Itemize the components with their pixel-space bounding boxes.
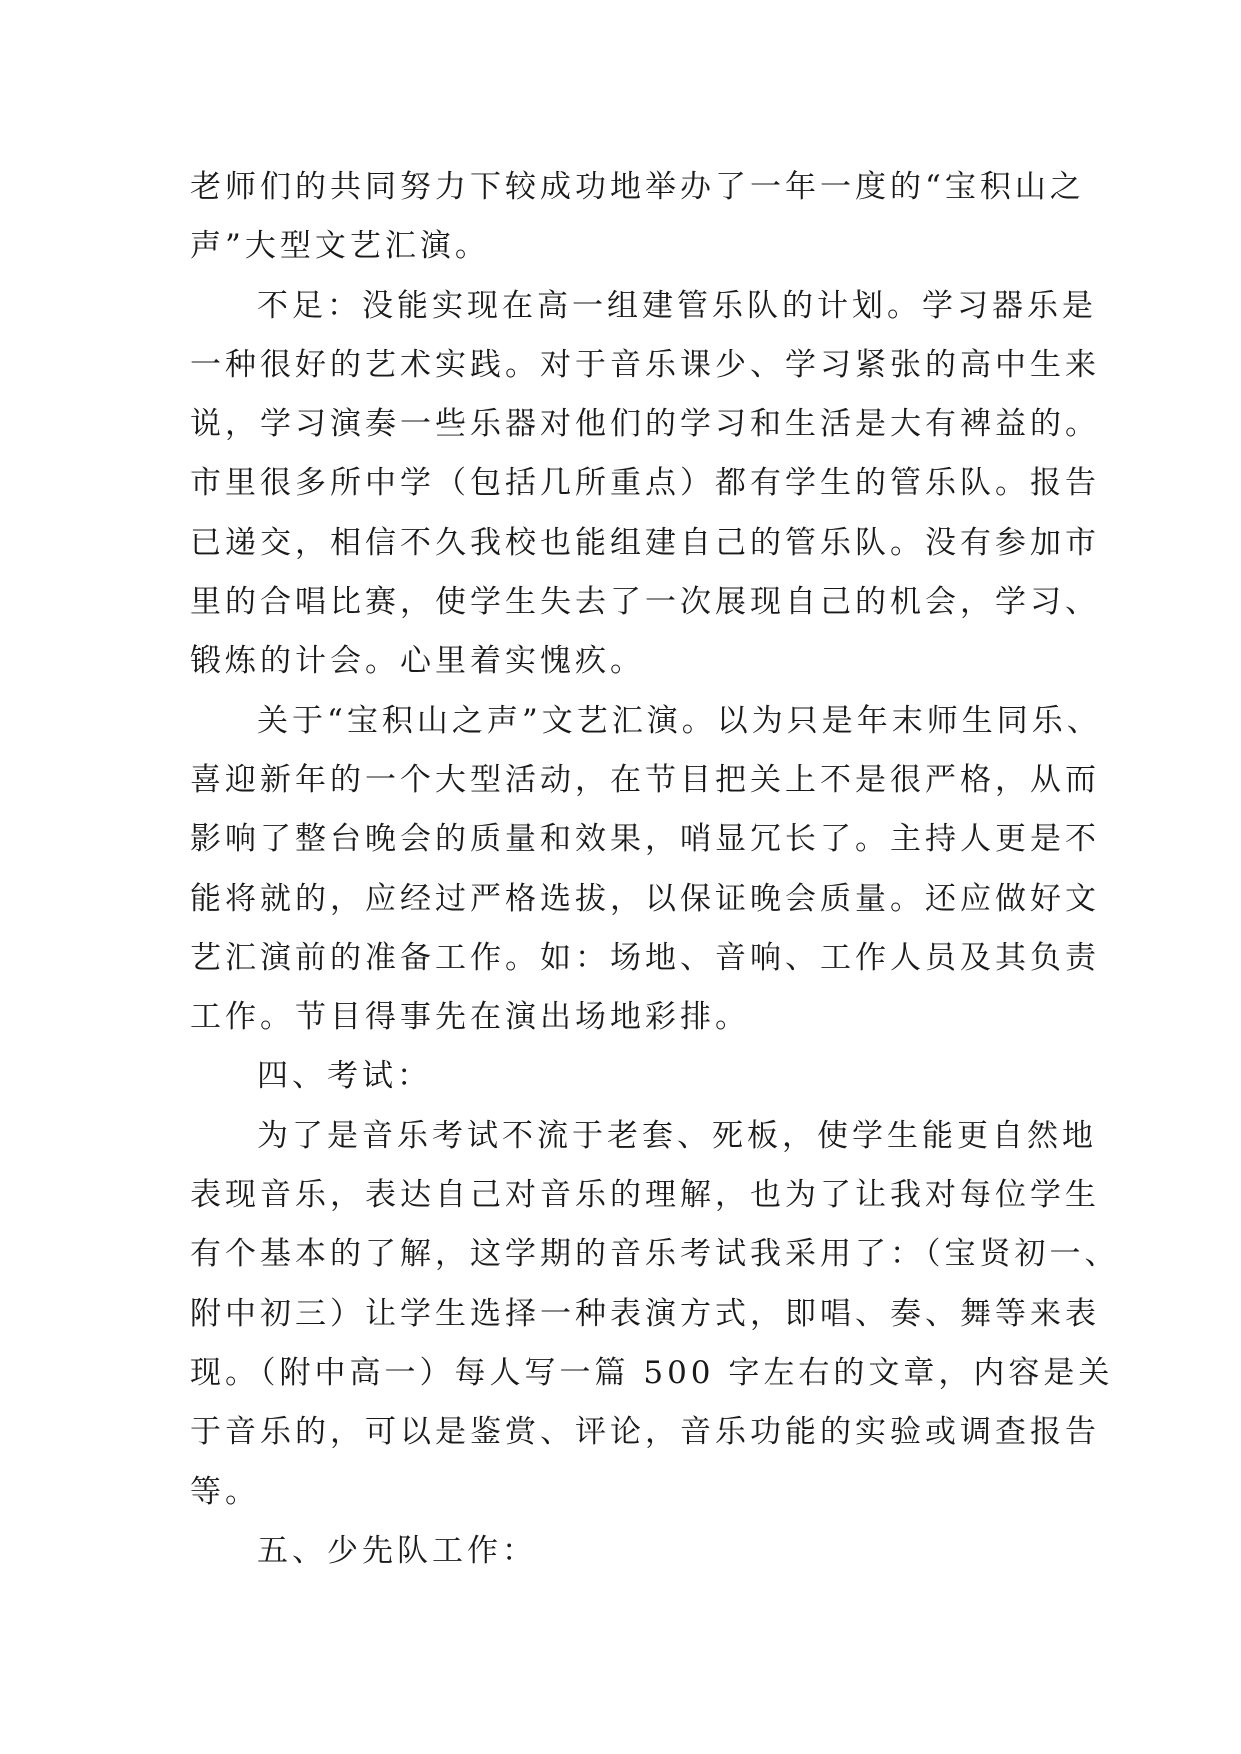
text-line: 市里很多所中学（包括几所重点）都有学生的管乐队。报告	[190, 465, 1100, 502]
text-line: 现。（附中高一）每人写一篇 500 字左右的文章，内容是关	[190, 1354, 1114, 1391]
text-line: 等。	[190, 1473, 260, 1510]
section-heading-young-pioneers: 五、少先队工作：	[257, 1532, 537, 1569]
text-line: 声”大型文艺汇演。	[190, 228, 490, 265]
section-heading-exam: 四、考试：	[257, 1058, 432, 1095]
text-line: 一种很好的艺术实践。对于音乐课少、学习紧张的高中生来	[190, 346, 1100, 383]
text-line: 能将就的，应经过严格选拔，以保证晚会质量。还应做好文	[190, 880, 1100, 917]
paragraph-first-line: 不足：没能实现在高一组建管乐队的计划。学习器乐是	[257, 287, 1097, 324]
text-line: 有个基本的了解，这学期的音乐考试我采用了：（宝贤初一、	[190, 1236, 1120, 1273]
text-line: 工作。节目得事先在演出场地彩排。	[190, 999, 750, 1036]
paragraph-first-line: 为了是音乐考试不流于老套、死板，使学生能更自然地	[257, 1117, 1097, 1154]
text-line: 喜迎新年的一个大型活动，在节目把关上不是很严格，从而	[190, 761, 1100, 798]
text-line: 锻炼的计会。心里着实愧疚。	[190, 643, 645, 680]
paragraph-first-line: 关于“宝积山之声”文艺汇演。以为只是年末师生同乐、	[257, 702, 1102, 739]
text-line: 艺汇演前的准备工作。如：场地、音响、工作人员及其负责	[190, 939, 1100, 976]
text-line: 影响了整台晚会的质量和效果，哨显冗长了。主持人更是不	[190, 821, 1100, 858]
text-line: 里的合唱比赛，使学生失去了一次展现自己的机会，学习、	[190, 584, 1100, 621]
text-line: 老师们的共同努力下较成功地举办了一年一度的“宝积山之	[190, 169, 1085, 205]
text-line: 附中初三）让学生选择一种表演方式，即唱、奏、舞等来表	[190, 1295, 1100, 1332]
document-body	[190, 158, 1120, 1581]
text-line: 已递交，相信不久我校也能组建自己的管乐队。没有参加市	[190, 524, 1100, 561]
text-line: 说，学习演奏一些乐器对他们的学习和生活是大有裨益的。	[190, 406, 1100, 443]
text-line: 表现音乐，表达自己对音乐的理解，也为了让我对每位学生	[190, 1177, 1100, 1214]
text-line: 于音乐的，可以是鉴赏、评论，音乐功能的实验或调查报告	[190, 1414, 1100, 1451]
